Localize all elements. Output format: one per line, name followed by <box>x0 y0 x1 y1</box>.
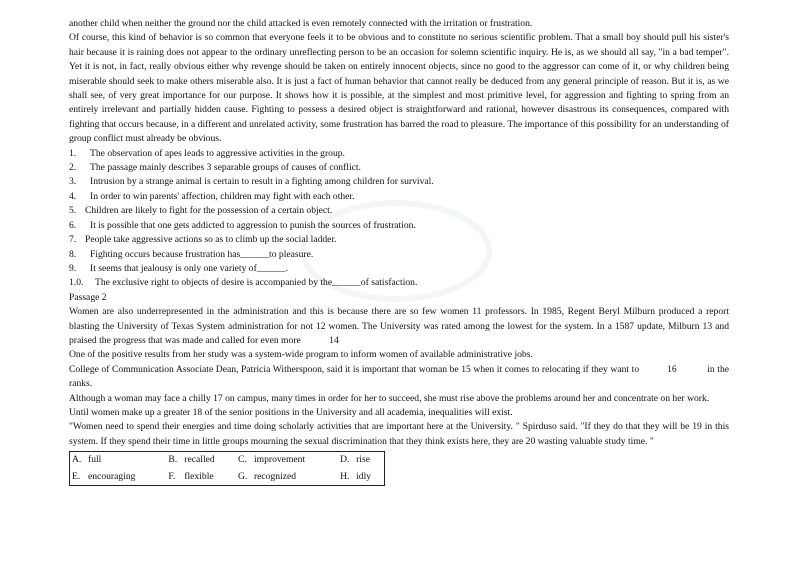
option-letter: G. <box>237 470 248 482</box>
option-letter: B. <box>168 454 178 466</box>
word-bank-row <box>70 452 385 469</box>
question-number: 8. <box>69 248 77 260</box>
option-word: full <box>88 454 102 466</box>
question-item <box>69 175 729 189</box>
passage2-paragraph-1 <box>69 305 729 348</box>
question-item <box>69 219 729 233</box>
question-text: It seems that jealousy is only one variety of______. <box>90 262 288 274</box>
question-item <box>69 262 729 276</box>
option-letter: D. <box>340 454 350 466</box>
question-number: 1. <box>69 147 77 159</box>
passage2-paragraph-5: Until women make up a greater 18 of the senior positions in the University and all academia, inequalities will exist. <box>69 406 513 418</box>
question-number: 7. <box>69 234 77 246</box>
option-letter: C. <box>237 454 247 466</box>
question-text: The exclusive right to objects of desire is accompanied by the______of satisfaction. <box>95 277 418 289</box>
passage1-paragraph-1: another child when neither the ground nor the child attacked is even remotely connected with the irritation or frustration. <box>69 18 533 29</box>
word-bank-table <box>69 451 385 486</box>
passage2-paragraph-4: Although a woman may face a chilly 17 on campus, many times in order for her to succeed, she must rise above the problems around her and concentrate on her work. <box>69 392 710 404</box>
question-text: The observation of apes leads to aggressive activities in the group. <box>90 147 345 159</box>
question-number: 5. <box>69 205 77 217</box>
option-word: rise <box>356 454 370 466</box>
question-item <box>69 190 729 204</box>
question-item <box>69 248 729 262</box>
question-text: Intrusion by a strange animal is certain to result in a fighting among children for survival. <box>90 176 434 188</box>
passage2-paragraph-3-tail: in the ranks. <box>69 363 729 390</box>
option-word: recalled <box>184 454 215 466</box>
question-text: It is possible that one gets addicted to aggression to punish the sources of frustration. <box>90 219 416 231</box>
question-item <box>69 147 729 161</box>
option-letter: H. <box>340 470 350 482</box>
option-word: encouraging <box>88 470 136 482</box>
question-text: People take aggressive actions so as to climb up the social ladder. <box>85 234 337 246</box>
option-letter: E. <box>72 470 81 482</box>
question-text: In order to win parents' affection, children may fight with each other. <box>90 190 355 202</box>
passage2-paragraph-3-text: College of Communication Associate Dean, Patricia Witherspoon, said it is important that woman be 15 when it comes to relocating if they want to <box>69 363 640 375</box>
question-list <box>69 147 729 291</box>
option-word: flexible <box>184 470 214 482</box>
question-item <box>69 204 729 218</box>
question-item <box>69 276 729 290</box>
question-number: 3. <box>69 176 77 188</box>
question-number: 6. <box>69 219 77 231</box>
question-text: Children are likely to fight for the possession of a certain object. <box>85 205 333 217</box>
passage2-heading: Passage 2 <box>69 291 107 303</box>
question-number: 1.0. <box>69 277 84 289</box>
option-letter: A. <box>72 454 82 466</box>
passage1-paragraph-2: Of course, this kind of behavior is so common that everyone feels it to be obvious and to constitute no serious scientific problem. That a small boy should pull his sister's hair because it is raining does not appear to the ordinary unreflecting person to be an occasion for solemn scientific inquiry. He is, as we should all say, "in a bad temper". Yet it is not, in fact, really obvious either why revenge should be taken on entirely innocent objects, since no good to the aggressor can come of it, or why children being miserable should seek to make others miserable also. It is just a fact of human behavior that cannot really be deduced from any general principle of reason. But it is, as we shall see, of very great importance for our purpose. It shows how it is possible, at the simplest and most primitive level, for aggression and fighting to spring from an entirely irrelevant and partially hidden cause. Fighting to possess a desired object is straightforward and rational, however disastrous its consequences, compared with fighting that occurs because, in a different and unrelated activity, some frustration has barred the road to pleasure. The importance of this possibility for an understanding of group conflict must already be obvious. <box>69 32 729 145</box>
question-item <box>69 233 729 247</box>
question-number: 9. <box>69 262 77 274</box>
passage2-paragraph-6: "Women need to spend their energies and time doing scholarly activities that are important here at the University. " Spirduso said. "If they do that they will be 19 in this system. If they spend their time in little groups mourning the sexual discrimination that they think exists here, they are 20 wasting valuable study time. " <box>69 421 729 447</box>
option-word: idly <box>356 470 372 482</box>
blank-number: 16 <box>667 363 677 375</box>
passage2-paragraph-2: One of the positive results from her study was a system-wide program to inform women of available administrative jobs. <box>69 349 533 361</box>
option-letter: F. <box>168 470 176 482</box>
word-bank-row <box>70 469 385 486</box>
question-item <box>69 161 729 175</box>
question-text: The passage mainly describes 3 separable groups of causes of conflict. <box>90 162 361 174</box>
question-text: Fighting occurs because frustration has______to pleasure. <box>90 248 314 260</box>
question-number: 2. <box>69 162 77 174</box>
passage2-paragraph-1-text: Women are also underrepresented in the administration and this is because there are so few women 11 professors. In 1985, Regent Beryl Milburn produced a report blasting the University of Texas System administration for not 12 women. The University was rated among the lowest for the system. In a 1587 update, Milburn 13 and praised the progress that was made and called for even more <box>69 306 729 346</box>
question-number: 4. <box>69 190 77 202</box>
document-page <box>69 17 729 486</box>
blank-number: 14 <box>329 334 339 346</box>
option-word: improvement <box>253 454 306 466</box>
passage2-paragraph-3 <box>69 363 729 392</box>
option-word: recognized <box>253 470 297 482</box>
